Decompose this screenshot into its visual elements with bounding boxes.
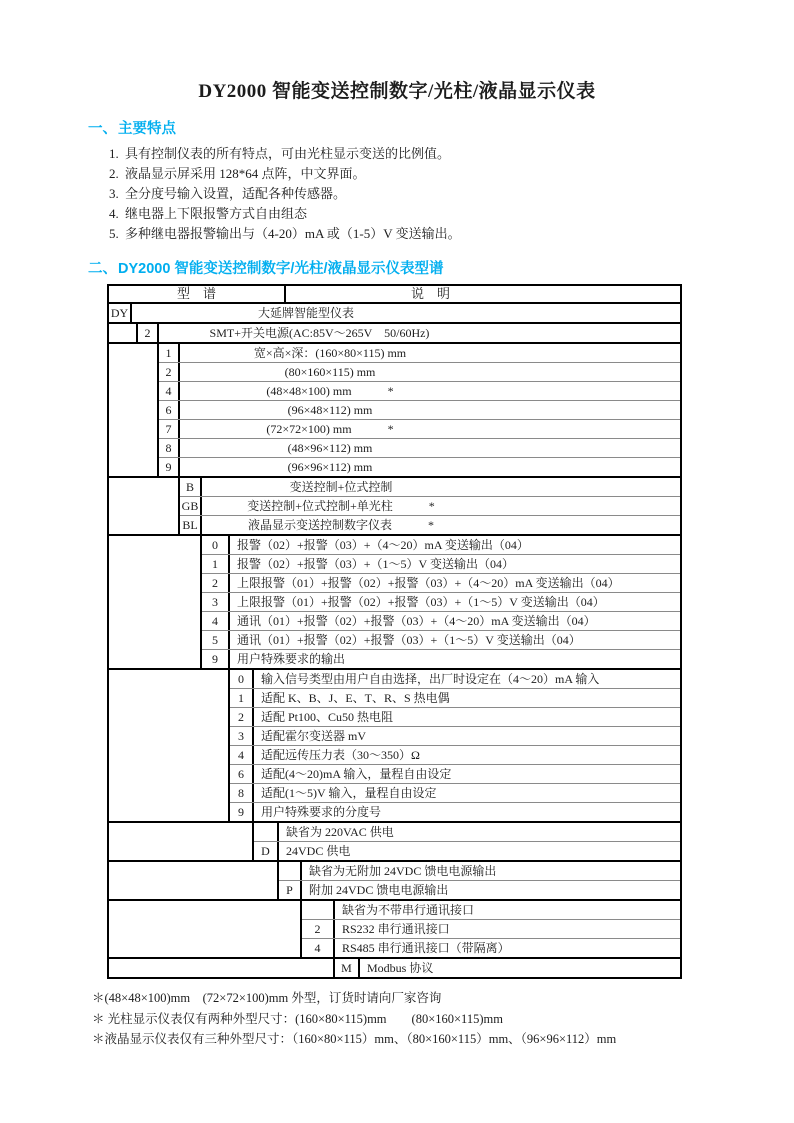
model-desc-cell: 输入信号类型由用户自由选择，出厂时设定在（4～20）mA 输入 [261, 672, 600, 686]
feature-number: 4. [109, 206, 119, 221]
model-code-cell: M [335, 959, 360, 977]
model-code-cell [254, 823, 279, 841]
table-row [230, 726, 680, 745]
model-desc-cell: 上限报警（01）+报警（02）+报警（03）+（1～5）V 变送输出（04） [237, 595, 605, 609]
model-code-cell: 4 [230, 746, 254, 764]
table-row [302, 919, 680, 938]
model-desc-cell: 液晶显示变送控制数字仪表 * [247, 518, 434, 532]
group-spacer-cell [109, 823, 254, 860]
table-body [107, 302, 682, 979]
feature-item [109, 144, 794, 164]
table-row [138, 324, 680, 342]
model-desc-cell: (72×72×100) mm * [266, 422, 394, 436]
feature-text: 全分度号输入设置，适配各种传感器。 [125, 186, 347, 201]
group-spacer-cell [109, 901, 302, 957]
model-desc-cell: 通讯（01）+报警（02）+报警（03）+（4～20）mA 变送输出（04） [237, 614, 596, 628]
table-row [230, 802, 680, 821]
table-row [180, 496, 680, 515]
footnote-line: ＊(48×48×100)mm (72×72×100)mm 外型，订货时请向厂家咨询 [92, 991, 442, 1005]
model-desc-cell: 24VDC 供电 [286, 844, 351, 858]
model-desc-cell: (48×48×100) mm * [266, 384, 394, 398]
table-row [159, 438, 680, 457]
model-desc-cell: RS232 串行通讯接口 [342, 922, 450, 936]
table-row [230, 670, 680, 688]
header-model-col-label: 型 谱 [109, 286, 286, 302]
table-group [107, 860, 682, 901]
feature-number: 1. [109, 146, 119, 161]
model-code-cell: 7 [159, 420, 180, 438]
table-row [202, 554, 680, 573]
table-row [159, 362, 680, 381]
table-row [159, 400, 680, 419]
section-features-title: 主要特点 [118, 121, 176, 137]
model-desc-cell: 变送控制+位式控制 [289, 480, 393, 494]
model-code-cell: B [180, 478, 202, 496]
table-group [107, 322, 682, 344]
footnote-line: ＊液晶显示仪表仅有三种外型尺寸：（160×80×115）mm、（80×160×115）mm、（96×96×112）mm [92, 1032, 617, 1046]
feature-text: 继电器上下限报警方式自由组态 [125, 206, 308, 221]
model-code-cell: 8 [159, 439, 180, 457]
model-code-cell: GB [180, 497, 202, 515]
header-desc-col-label: 说 明 [410, 286, 450, 301]
model-desc-cell: (80×160×115) mm [284, 365, 376, 379]
table-row [202, 649, 680, 668]
model-spectrum-table [107, 284, 682, 979]
group-rows [302, 901, 680, 957]
model-desc-cell: (96×96×112) mm [287, 460, 373, 474]
model-code-cell: 4 [302, 939, 335, 957]
footnote-block [92, 988, 794, 1050]
table-row [180, 515, 680, 534]
model-desc-cell: 缺省为无附加 24VDC 馈电电源输出 [309, 864, 497, 878]
feature-number: 5. [109, 226, 119, 241]
model-desc-cell: 适配(1～5)V 输入，量程自由设定 [261, 786, 437, 800]
table-row [159, 381, 680, 400]
feature-list [109, 144, 794, 244]
feature-text: 液晶显示屏采用 128*64 点阵，中文界面。 [125, 166, 366, 181]
model-desc-cell: 用户特殊要求的分度号 [261, 805, 382, 819]
model-code-cell: 4 [159, 382, 180, 400]
table-row [159, 419, 680, 438]
table-row [159, 457, 680, 476]
model-desc-cell: 适配霍尔变送器 mV [261, 729, 367, 743]
model-desc-cell: 缺省为 220VAC 供电 [286, 825, 394, 839]
table-row [230, 783, 680, 802]
table-row [202, 611, 680, 630]
model-desc-cell: 通讯（01）+报警（02）+报警（03）+（1～5）V 变送输出（04） [237, 633, 581, 647]
feature-text: 多种继电器报警输出与（4-20）mA 或（1-5）V 变送输出。 [125, 226, 461, 241]
model-desc-cell: 适配 K、B、J、E、T、R、S 热电偶 [261, 691, 450, 705]
model-code-cell: P [279, 881, 302, 899]
model-desc-cell: 缺省为不带串行通讯接口 [342, 903, 475, 917]
model-desc-cell: 附加 24VDC 馈电电源输出 [309, 883, 449, 897]
feature-item [109, 184, 794, 204]
model-desc-cell: 适配远传压力表（30～350）Ω [261, 748, 420, 762]
model-code-cell: 2 [302, 920, 335, 938]
table-row [230, 764, 680, 783]
model-code-cell: 2 [138, 324, 159, 342]
model-desc-cell: 适配(4～20)mA 输入，量程自由设定 [261, 767, 452, 781]
table-row [159, 344, 680, 362]
table-row [279, 862, 680, 880]
table-row [302, 938, 680, 957]
section-spectrum-number: 二、 [88, 261, 117, 277]
model-code-cell [279, 862, 302, 880]
table-header-row [107, 284, 682, 304]
model-code-cell: 9 [202, 650, 230, 668]
section-features-number: 一、 [88, 121, 117, 137]
model-code-cell: 9 [230, 803, 254, 821]
table-group [107, 534, 682, 670]
model-code-cell [302, 901, 335, 919]
feature-item [109, 204, 794, 224]
group-rows [202, 536, 680, 668]
group-rows [230, 670, 680, 821]
group-spacer-cell [109, 324, 138, 342]
model-desc-cell: RS485 串行通讯接口（带隔离） [342, 941, 510, 955]
model-code-cell: 2 [230, 708, 254, 726]
table-row [254, 823, 680, 841]
table-row [279, 880, 680, 899]
table-group [107, 957, 682, 979]
model-code-cell: D [254, 842, 279, 860]
model-desc-cell: 宽×高×深：(160×80×115) mm [253, 346, 407, 360]
model-desc-cell: 适配 Pt100、Cu50 热电阻 [261, 710, 394, 724]
group-spacer-cell [109, 344, 159, 476]
model-code-cell: 0 [230, 670, 254, 688]
table-group [107, 476, 682, 536]
model-code-cell: 6 [159, 401, 180, 419]
section-spectrum-title: DY2000 智能变送控制数字/光柱/液晶显示仪表型谱 [118, 261, 444, 277]
group-spacer-cell [109, 862, 279, 899]
model-code-cell: BL [180, 516, 202, 534]
model-desc-cell: 上限报警（01）+报警（02）+报警（03）+（4～20）mA 变送输出（04） [237, 576, 620, 590]
table-group [107, 821, 682, 862]
model-code-cell: 2 [159, 363, 180, 381]
group-rows [279, 862, 680, 899]
table-row [230, 745, 680, 764]
table-group [107, 668, 682, 823]
model-code-cell: 4 [202, 612, 230, 630]
model-code-cell: 2 [202, 574, 230, 592]
table-row [202, 536, 680, 554]
model-code-cell: DY [109, 304, 132, 322]
group-spacer-cell [109, 536, 202, 668]
model-desc-cell: 大延牌智能型仪表 [257, 306, 354, 320]
group-rows [138, 324, 680, 342]
feature-number: 2. [109, 166, 119, 181]
model-desc-cell: 报警（02）+报警（03）+（4～20）mA 变送输出（04） [237, 538, 529, 552]
group-rows [109, 304, 680, 322]
feature-item [109, 164, 794, 184]
model-code-cell: 5 [202, 631, 230, 649]
table-row [180, 478, 680, 496]
group-spacer-cell [109, 670, 230, 821]
model-desc-cell: 变送控制+位式控制+单光柱 * [247, 499, 435, 513]
table-row [302, 901, 680, 919]
model-desc-cell: 用户特殊要求的输出 [237, 652, 346, 666]
group-rows [180, 478, 680, 534]
table-row [109, 304, 680, 322]
model-desc-cell: (48×96×112) mm [287, 441, 373, 455]
model-code-cell: 1 [202, 555, 230, 573]
model-code-cell: 8 [230, 784, 254, 802]
table-group [107, 302, 682, 324]
model-desc-cell: 报警（02）+报警（03）+（1～5）V 变送输出（04） [237, 557, 514, 571]
table-group [107, 342, 682, 478]
section-spectrum-heading [88, 260, 794, 278]
model-code-cell: 0 [202, 536, 230, 554]
model-code-cell: 3 [202, 593, 230, 611]
table-row [230, 688, 680, 707]
model-desc-cell: SMT+开关电源(AC:85V～265V 50/60Hz) [209, 326, 430, 340]
model-code-cell: 1 [159, 344, 180, 362]
section-features-heading [88, 120, 794, 138]
model-code-cell: 9 [159, 458, 180, 476]
feature-text: 具有控制仪表的所有特点，可由光柱显示变送的比例值。 [125, 146, 451, 161]
group-rows [159, 344, 680, 476]
footnote-line: ＊ 光柱显示仪表仅有两种外型尺寸：(160×80×115)mm (80×160×115)mm [92, 1011, 503, 1026]
feature-number: 3. [109, 186, 119, 201]
table-row [335, 959, 680, 977]
model-desc-cell: (96×48×112) mm [287, 403, 373, 417]
table-row [202, 630, 680, 649]
group-spacer-cell [109, 478, 180, 534]
model-desc-cell: Modbus 协议 [367, 961, 434, 975]
table-row [254, 841, 680, 860]
group-rows [254, 823, 680, 860]
model-code-cell: 3 [230, 727, 254, 745]
table-row [202, 592, 680, 611]
table-group [107, 899, 682, 959]
table-row [230, 707, 680, 726]
feature-item [109, 224, 794, 244]
model-code-cell: 1 [230, 689, 254, 707]
model-code-cell: 6 [230, 765, 254, 783]
table-row [202, 573, 680, 592]
page-title: DY2000 智能变送控制数字/光柱/液晶显示仪表 [198, 81, 596, 102]
group-rows [335, 959, 680, 977]
group-spacer-cell [109, 959, 335, 977]
